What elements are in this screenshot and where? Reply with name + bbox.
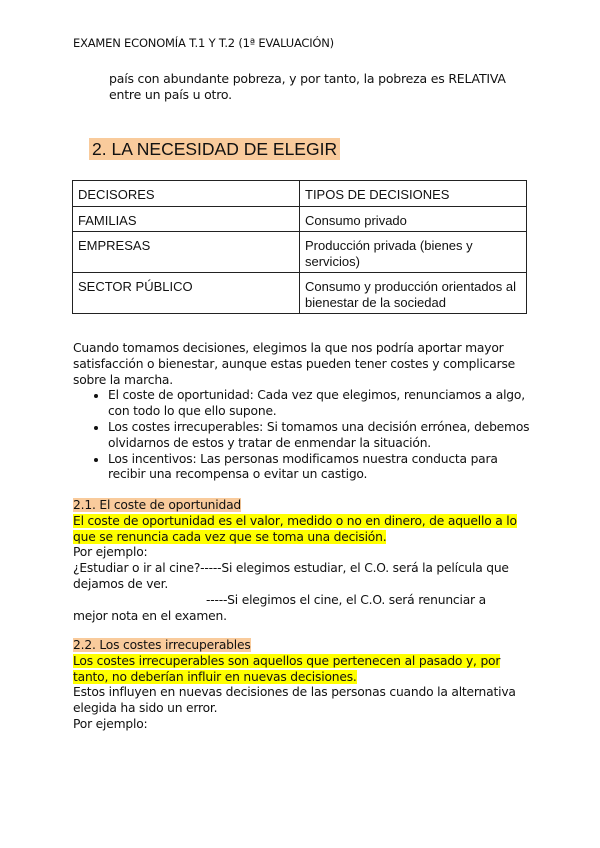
- subsection-title: 2.2. Los costes irrecuperables: [73, 638, 251, 652]
- table-row: [73, 232, 527, 273]
- table-header-cell: DECISORES: [73, 181, 300, 207]
- table-row: [73, 273, 527, 314]
- table-header-row: [73, 181, 527, 207]
- table-cell: EMPRESAS: [73, 232, 300, 273]
- body-paragraph: Estos influyen en nuevas decisiones de las personas cuando la alternativa elegida ha sido un error.: [73, 685, 516, 716]
- decisions-table: [72, 180, 527, 314]
- table-row: [73, 206, 527, 232]
- decisions-intro: Cuando tomamos decisiones, elegimos la que nos podría aportar mayor satisfacción o bienestar, aunque estas pueden tener costes y complicarse sobre la marcha.: [73, 341, 516, 387]
- example-label: Por ejemplo:: [73, 545, 148, 560]
- highlighted-definition: El coste de oportunidad es el valor, medido o no en dinero, de aquello a lo que se renuncia cada vez que se toma una decisión.: [73, 513, 517, 544]
- table-cell: Consumo y producción orientados al bienestar de la sociedad: [300, 273, 527, 314]
- subsection-opportunity-cost: [73, 498, 533, 624]
- decisions-section: [73, 341, 533, 483]
- list-item: • El coste de oportunidad: Cada vez que elegimos, renunciamos a algo, con todo lo que ello supone.: [108, 388, 533, 420]
- table-header-cell: TIPOS DE DECISIONES: [300, 181, 527, 207]
- example-line: ¿Estudiar o ir al cine?-----Si elegimos estudiar, el C.O. será la película que dejamos de ver.: [73, 561, 509, 591]
- bullet-list: [73, 388, 533, 483]
- example-line: -----Si elegimos el cine, el C.O. será renunciar a: [206, 592, 486, 607]
- subsection-sunk-costs: [73, 638, 533, 733]
- table-cell: Producción privada (bienes y servicios): [300, 232, 527, 273]
- highlighted-definition: Los costes irrecuperables son aquellos que pertenecen al pasado y, por tanto, no deberían influir en nuevas decisiones.: [73, 653, 501, 684]
- example-line: mejor nota en el examen.: [73, 608, 227, 623]
- subsection-title: 2.1. El coste de oportunidad: [73, 498, 242, 512]
- table-cell: FAMILIAS: [73, 206, 300, 232]
- table-cell: Consumo privado: [300, 206, 527, 232]
- section-title: 2. LA NECESIDAD DE ELEGIR: [89, 138, 340, 160]
- list-item: • Los costes irrecuperables: Si tomamos una decisión errónea, debemos olvidarnos de estos y tratar de enmendar la situación.: [108, 420, 533, 452]
- intro-paragraph: país con abundante pobreza, y por tanto, la pobreza es RELATIVA entre un país u otro.: [109, 71, 506, 102]
- table-cell: SECTOR PÚBLICO: [73, 273, 300, 314]
- page-header: EXAMEN ECONOMÍA T.1 Y T.2 (1ª EVALUACIÓN): [73, 36, 334, 50]
- example-label: Por ejemplo:: [73, 716, 148, 731]
- list-item: • Los incentivos: Las personas modificamos nuestra conducta para recibir una recompensa o evitar un castigo.: [108, 452, 533, 484]
